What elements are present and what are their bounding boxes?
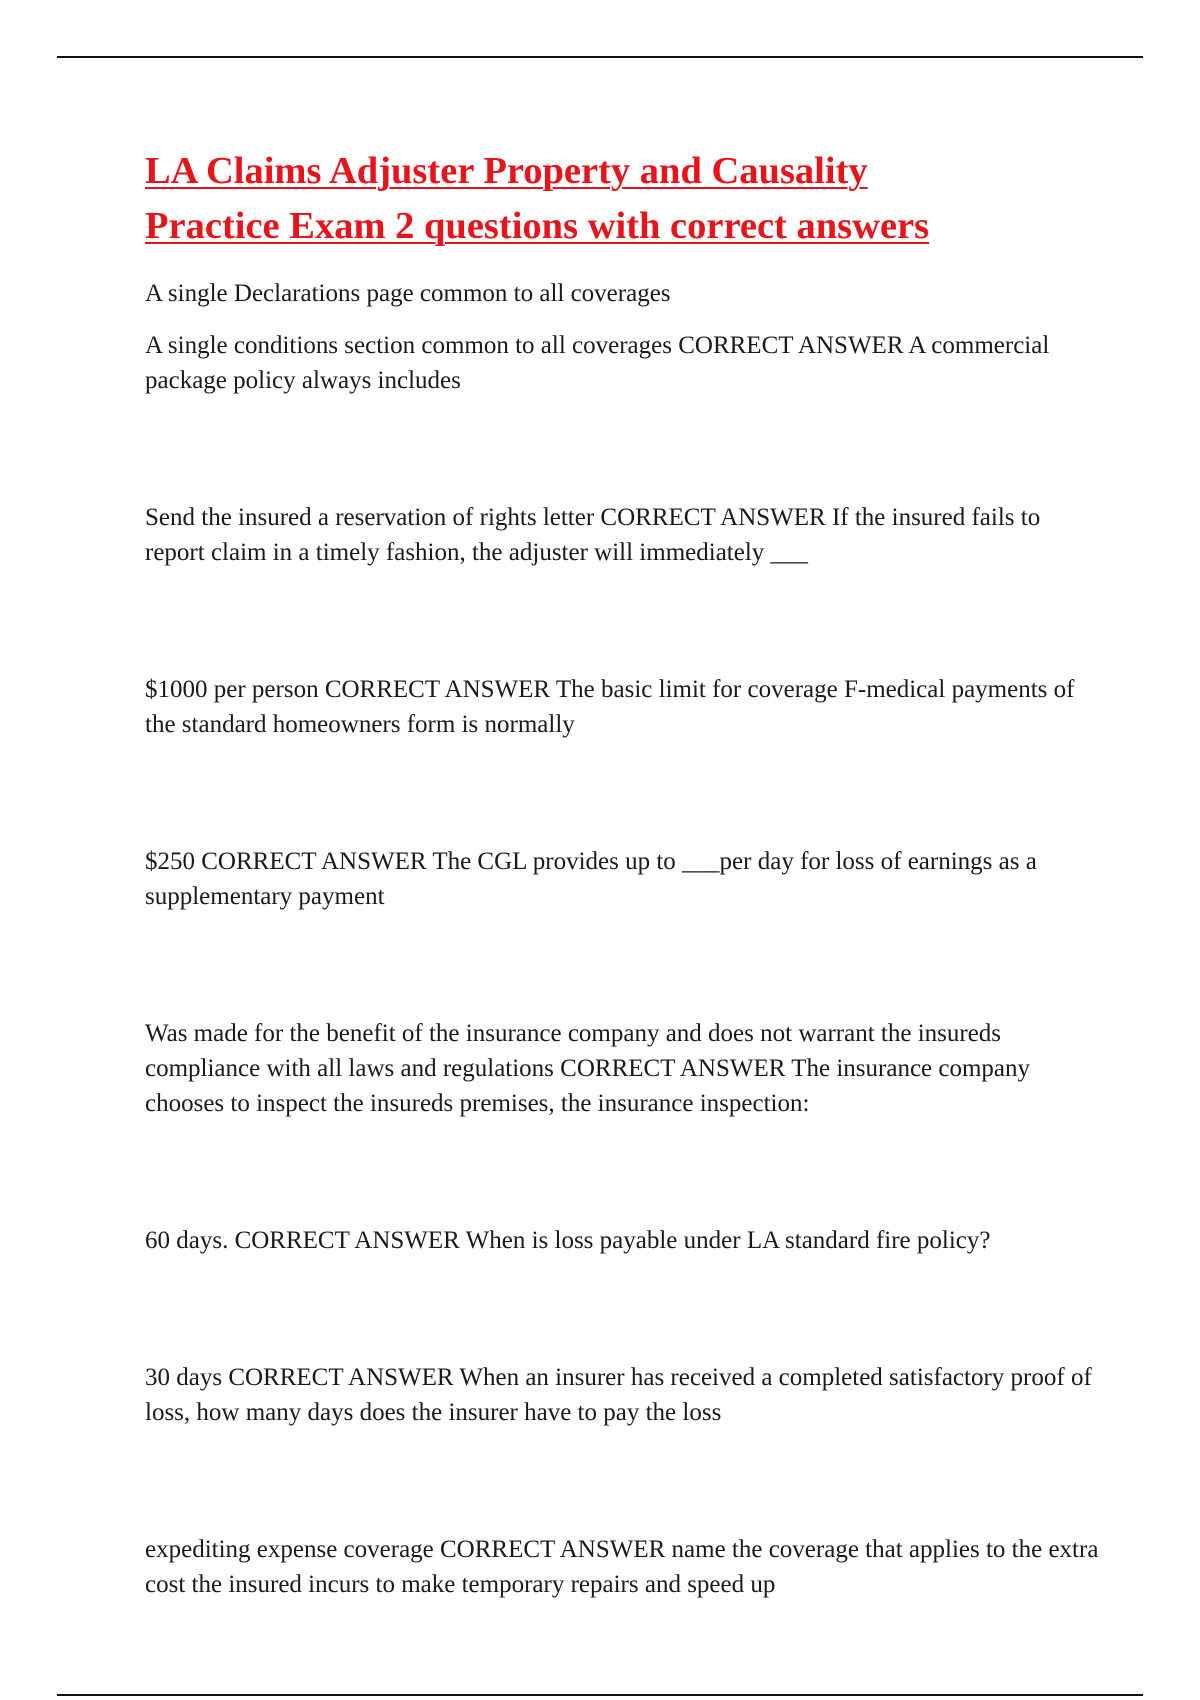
top-rule — [57, 56, 1143, 58]
title-line-2: Practice Exam 2 questions with correct answers — [145, 205, 930, 247]
title-line-1: LA Claims Adjuster Property and Causality — [145, 150, 868, 192]
question-answer: $1000 per person CORRECT ANSWER The basic limit for coverage F-medical payments of the standard homeowners form is normally — [145, 676, 1075, 738]
question-answer: 30 days CORRECT ANSWER When an insurer has received a completed satisfactory proof of loss, how many days does the insurer have to pay the loss — [145, 1364, 1092, 1426]
question-answer: A single conditions section common to all coverages CORRECT ANSWER A commercial package policy always includes — [145, 332, 1050, 394]
document-content — [145, 144, 1105, 1602]
bottom-rule — [57, 1694, 1143, 1696]
document-title — [145, 144, 1105, 254]
question-answer: 60 days. CORRECT ANSWER When is loss payable under LA standard fire policy? — [145, 1227, 991, 1254]
question-answer: Send the insured a reservation of rights letter CORRECT ANSWER If the insured fails to report claim in a timely fashion, the adjuster will immediately ___ — [145, 504, 1041, 566]
question-answer: expediting expense coverage CORRECT ANSWER name the coverage that applies to the extra cost the insured incurs to make temporary repairs and speed up — [145, 1536, 1099, 1598]
question-answer: $250 CORRECT ANSWER The CGL provides up to ___per day for loss of earnings as a supplementary payment — [145, 848, 1037, 910]
answer-option: A single Declarations page common to all coverages — [145, 280, 671, 307]
question-answer: Was made for the benefit of the insurance company and does not warrant the insureds compliance with all laws and regulations CORRECT ANSWER The insurance company chooses to inspect the insureds premises, the insurance inspection: — [145, 1020, 1031, 1117]
